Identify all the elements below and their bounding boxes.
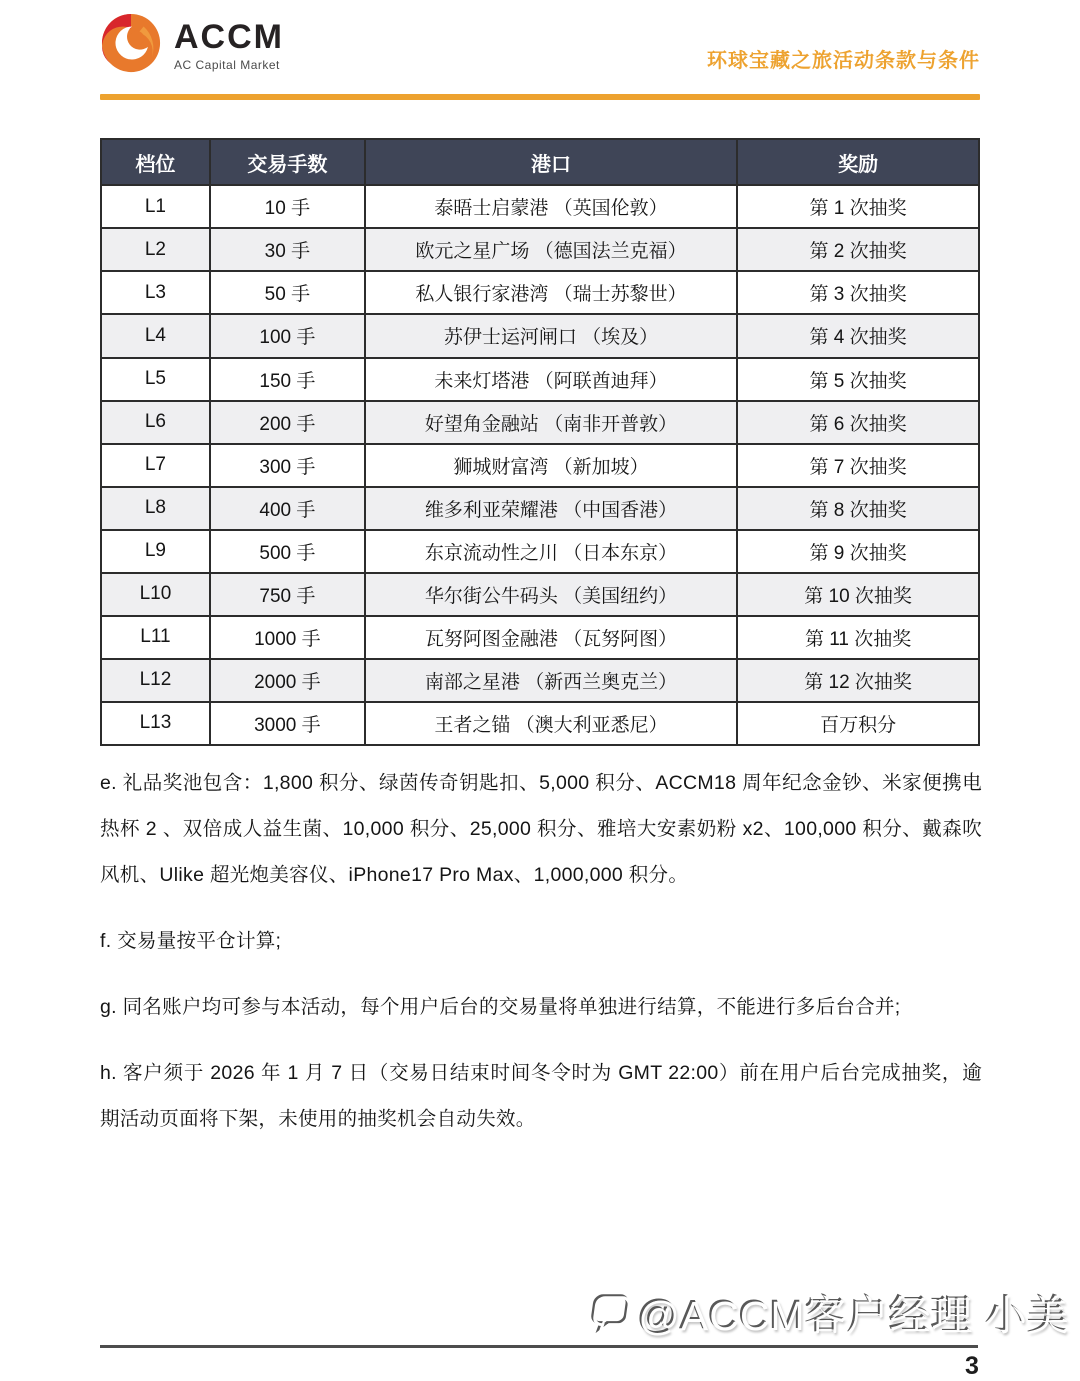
watermark — [588, 1283, 1070, 1342]
table-cell: 150 手 — [209, 359, 364, 400]
table-cell: 200 手 — [209, 402, 364, 443]
table-cell: 第 8 次抽奖 — [736, 488, 978, 529]
table-row — [102, 313, 978, 356]
footer-divider — [100, 1345, 978, 1348]
page-title: 环球宝藏之旅活动条款与条件 — [707, 50, 980, 72]
table-cell: L13 — [139, 712, 172, 734]
table-cell: L11 — [140, 626, 171, 648]
table-cell: 私人银行家港湾 （瑞士苏黎世） — [364, 272, 736, 313]
table-cell: 第 5 次抽奖 — [736, 359, 978, 400]
table-cell: L12 — [139, 669, 172, 691]
chat-bubble-icon — [588, 1290, 634, 1336]
table-cell: 第 10 次抽奖 — [736, 574, 978, 615]
table-header-row — [102, 140, 978, 184]
table-cell: 王者之锚 （澳大利亚悉尼） — [364, 703, 736, 744]
terms-section — [100, 760, 982, 1162]
table-cell: L10 — [139, 583, 172, 605]
table-cell: 第 7 次抽奖 — [736, 445, 978, 486]
column-header: 港口 — [364, 140, 736, 184]
table-cell: 第 2 次抽奖 — [736, 229, 978, 270]
table-row — [102, 572, 978, 615]
table-cell: L2 — [144, 238, 166, 260]
brand-tagline: AC Capital Market — [174, 58, 280, 72]
term-paragraph-e: e. 礼品奖池包含：1,800 积分、绿茵传奇钥匙扣、5,000 积分、ACCM18 周年纪念金钞、米家便携电热杯 2 、双倍成人益生菌、10,000 积分、25,000 积分、雅培大安素奶粉 x2、100,000 积分、戴森吹风机、Ulike 超光炮美容仪、iPhone17 Pro Max、1,000,000 积分。 — [100, 772, 982, 886]
term-paragraph-f: f. 交易量按平仓计算; — [100, 930, 282, 952]
table-cell: 第 9 次抽奖 — [736, 531, 978, 572]
table-cell: L6 — [144, 411, 166, 433]
table-cell: 第 12 次抽奖 — [736, 660, 978, 701]
table-cell: 10 手 — [209, 186, 364, 227]
table-cell: 1000 手 — [209, 617, 364, 658]
table-row — [102, 270, 978, 313]
table-cell: 未来灯塔港 （阿联酋迪拜） — [364, 359, 736, 400]
term-paragraph-g: g. 同名账户均可参与本活动，每个用户后台的交易量将单独进行结算，不能进行多后台合并; — [100, 996, 901, 1018]
table-cell: L8 — [144, 497, 166, 519]
table-row — [102, 529, 978, 572]
table-row — [102, 486, 978, 529]
table-cell: 500 手 — [209, 531, 364, 572]
table-cell: L7 — [144, 454, 166, 476]
table-cell: 华尔街公牛码头 （美国纽约） — [364, 574, 736, 615]
term-paragraph-h: h. 客户须于 2026 年 1 月 7 日（交易日结束时间冬令时为 GMT 22:00）前在用户后台完成抽奖，逾期活动页面将下架，未使用的抽奖机会自动失效。 — [100, 1062, 982, 1130]
table-cell: L3 — [144, 281, 166, 303]
table-cell: L5 — [144, 368, 166, 390]
table-cell: 第 3 次抽奖 — [736, 272, 978, 313]
table-cell: 瓦努阿图金融港 （瓦努阿图） — [364, 617, 736, 658]
header-divider — [100, 94, 980, 100]
table-cell: 好望角金融站 （南非开普敦） — [364, 402, 736, 443]
table-cell: 泰晤士启蒙港 （英国伦敦） — [364, 186, 736, 227]
table-cell: 百万积分 — [736, 703, 978, 744]
table-row — [102, 357, 978, 400]
column-header: 交易手数 — [209, 140, 364, 184]
table-cell: L9 — [144, 540, 166, 562]
table-cell: 第 11 次抽奖 — [736, 617, 978, 658]
table-row — [102, 443, 978, 486]
table-cell: 南部之星港 （新西兰奥克兰） — [364, 660, 736, 701]
brand-name: ACCM — [174, 18, 284, 56]
table-cell: L4 — [144, 324, 166, 346]
table-cell: 第 4 次抽奖 — [736, 315, 978, 356]
table-row — [102, 184, 978, 227]
table-row — [102, 658, 978, 701]
watermark-text: @ACCM客户经理 小美 — [638, 1293, 1070, 1339]
column-header: 档位 — [135, 153, 176, 176]
table-row — [102, 227, 978, 270]
table-cell: 3000 手 — [209, 703, 364, 744]
table-cell: 维多利亚荣耀港 （中国香港） — [364, 488, 736, 529]
table-cell: 2000 手 — [209, 660, 364, 701]
table-row — [102, 615, 978, 658]
table-cell: 苏伊士运河闸口 （埃及） — [364, 315, 736, 356]
table-cell: 第 6 次抽奖 — [736, 402, 978, 443]
table-cell: 30 手 — [209, 229, 364, 270]
table-cell: 东京流动性之川 （日本东京） — [364, 531, 736, 572]
accm-swirl-logo-icon — [100, 12, 162, 74]
table-row — [102, 400, 978, 443]
table-row — [102, 701, 978, 744]
table-cell: 欧元之星广场 （德国法兰克福） — [364, 229, 736, 270]
rewards-table — [100, 138, 980, 746]
table-cell: 400 手 — [209, 488, 364, 529]
table-cell: L1 — [144, 195, 166, 217]
table-cell: 第 1 次抽奖 — [736, 186, 978, 227]
brand-logo — [100, 12, 284, 74]
table-cell: 50 手 — [209, 272, 364, 313]
brand-text — [174, 12, 284, 72]
page-number: 3 — [965, 1352, 979, 1380]
table-cell: 100 手 — [209, 315, 364, 356]
table-cell: 狮城财富湾 （新加坡） — [364, 445, 736, 486]
table-cell: 750 手 — [209, 574, 364, 615]
column-header: 奖励 — [736, 140, 978, 184]
table-cell: 300 手 — [209, 445, 364, 486]
